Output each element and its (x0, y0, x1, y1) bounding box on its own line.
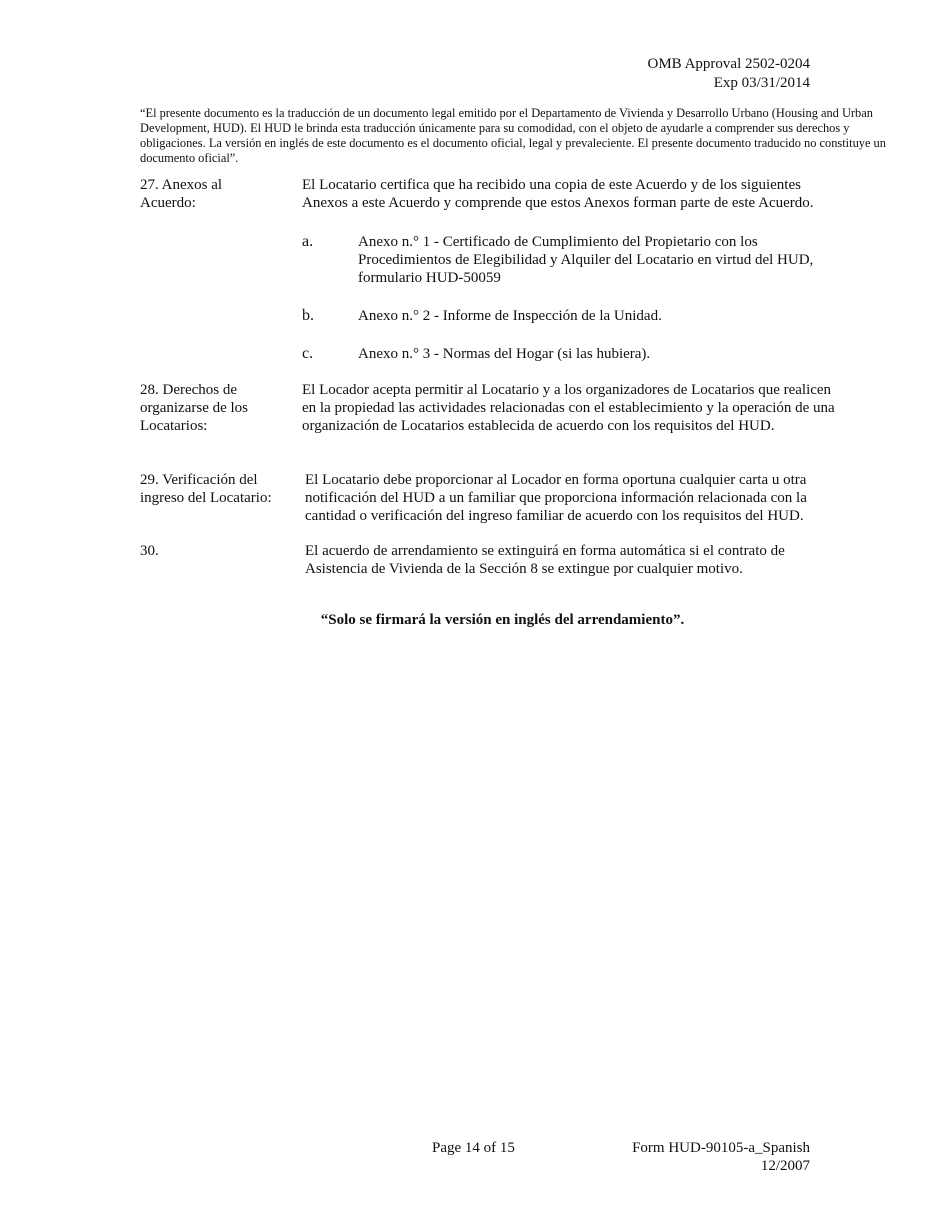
section-27-label: 27. Anexos al Acuerdo: (140, 177, 223, 211)
translation-disclaimer: “El presente documento es la traducción de un documento legal emitido por el Departamento de Vivienda y Desarrollo Urbano (Housing and Urban Development, HUD). El HUD le brinda esta traducción únicamente para su comodidad, con el objeto de ayudarle a comprender sus derechos y obligaciones. La versión en inglés de este documento es el documento oficial, legal y prevaleciente. El presente documento traducido no constituye un documento oficial”. (140, 106, 886, 165)
annex-a-text: Anexo n.° 1 - Certificado de Cumplimiento del Propietario con los Procedimientos de Elegibilidad y Alquiler del Locatario en virtud del HUD, formulario HUD-50059 (358, 234, 814, 286)
section-30-text: El acuerdo de arrendamiento se extinguirá en forma automática si el contrato de Asistencia de Vivienda de la Sección 8 se extingue por cualquier motivo. (305, 543, 785, 577)
annex-b-text: Anexo n.° 2 - Informe de Inspección de la Unidad. (358, 308, 662, 324)
section-29-label: 29. Verificación del ingreso del Locatario: (140, 472, 272, 506)
page-number: Page 14 of 15 (432, 1140, 515, 1156)
form-date: 12/2007 (760, 1158, 810, 1174)
section-30-label: 30. (140, 543, 159, 559)
annex-b-letter: b. (302, 307, 314, 324)
omb-approval: OMB Approval 2502-0204 (647, 56, 810, 72)
annex-c-letter: c. (302, 345, 314, 362)
section-28-label: 28. Derechos de organizarse de los Locatarios: (140, 382, 249, 434)
closing-statement: “Solo se firmará la versión en inglés del arrendamiento”. (320, 612, 685, 628)
omb-header (648, 55, 811, 93)
annex-a-letter: a. (302, 233, 314, 250)
expiration-date: Exp 03/31/2014 (713, 75, 810, 91)
form-info (632, 1139, 810, 1175)
annex-c-text: Anexo n.° 3 - Normas del Hogar (si las hubiera). (358, 346, 651, 362)
form-number: Form HUD-90105-a_Spanish (632, 1140, 810, 1156)
section-28-text: El Locador acepta permitir al Locatario y a los organizadores de Locatarios que realicen en la propiedad las actividades relacionadas con el establecimiento y la operación de una organización de Locatarios establecida de acuerdo con los requisitos del HUD. (302, 382, 835, 434)
section-27-text: El Locatario certifica que ha recibido una copia de este Acuerdo y de los siguientes Anexos a este Acuerdo y comprende que estos Anexos forman parte de este Acuerdo. (302, 177, 814, 211)
section-29-text: El Locatario debe proporcionar al Locador en forma oportuna cualquier carta u otra notificación del HUD a un familiar que proporciona información relacionada con la cantidad o verificación del ingreso familiar de acuerdo con los requisitos del HUD. (305, 472, 807, 524)
